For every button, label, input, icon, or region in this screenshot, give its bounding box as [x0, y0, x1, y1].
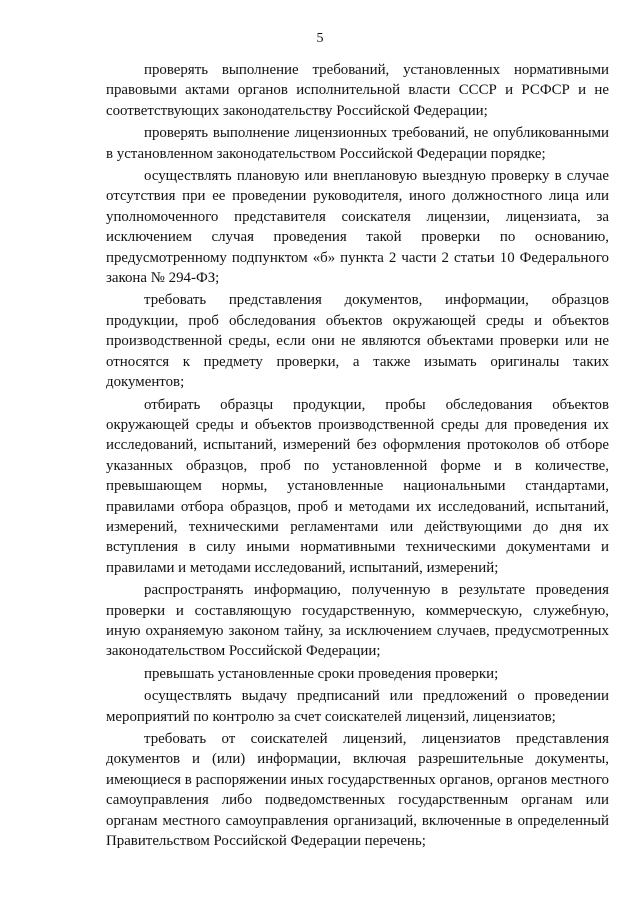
paragraph: отбирать образцы продукции, пробы обследования объектов окружающей среды и объектов производственной среды для проведения их исследований, испытаний, измерений без оформления протоколов об отборе указанных образцов, проб по установленной форме и в количестве, превышающем нормы, установленные национальными стандартами, правилами отбора образцов, проб и методами их исследований, испытаний, измерений, техническими регламентами или действующими до дня их вступления в силу иными нормативными техническими документами и правилами и методами исследований, испытаний, измерений; — [106, 396, 609, 576]
paragraph: требовать от соискателей лицензий, лицензиатов представления документов и (или) информации, включая разрешительные документы, имеющиеся в распоряжении иных государственных органов, органов местного самоуправления либо подведомственных государственным органам или органам местного самоуправления организаций, включенные в определенный Правительством Российской Федерации перечень; — [106, 731, 609, 850]
paragraph: требовать представления документов, информации, образцов продукции, проб обследования объектов окружающей среды и объектов производственной среды, если они не являются объектами проверки или не относятся к предмету проверки, а также изымать оригиналы таких документов; — [106, 292, 609, 391]
paragraph: осуществлять выдачу предписаний или предложений о проведении мероприятий по контролю за счет соискателей лицензий, лицензиатов; — [106, 688, 609, 725]
paragraph: проверять выполнение требований, установленных нормативными правовыми актами органов исполнительной власти СССР и РСФСР и не соответствующих законодательству Российской Федерации; — [106, 62, 609, 119]
paragraph: распространять информацию, полученную в результате проведения проверки и составляющую государственную, коммерческую, служебную, иную охраняемую законом тайну, за исключением случаев, предусмотренных законодательством Российской Федерации; — [106, 582, 609, 660]
paragraph: превышать установленные сроки проведения проверки; — [144, 665, 499, 682]
document-body — [106, 60, 609, 853]
page-number: 5 — [316, 31, 324, 46]
paragraph: проверять выполнение лицензионных требований, не опубликованными в установленном законодательством Российской Федерации порядке; — [106, 125, 609, 162]
paragraph: осуществлять плановую или внеплановую выездную проверку в случае отсутствия при ее проведении руководителя, иного должностного лица или уполномоченного представителя соискателя лицензии, лицензиата, за исключением случая проведения такой проверки по основанию, предусмотренному подпунктом «б» пункта 2 части 2 статьи 10 Федерального закона № 294-ФЗ; — [106, 168, 609, 287]
